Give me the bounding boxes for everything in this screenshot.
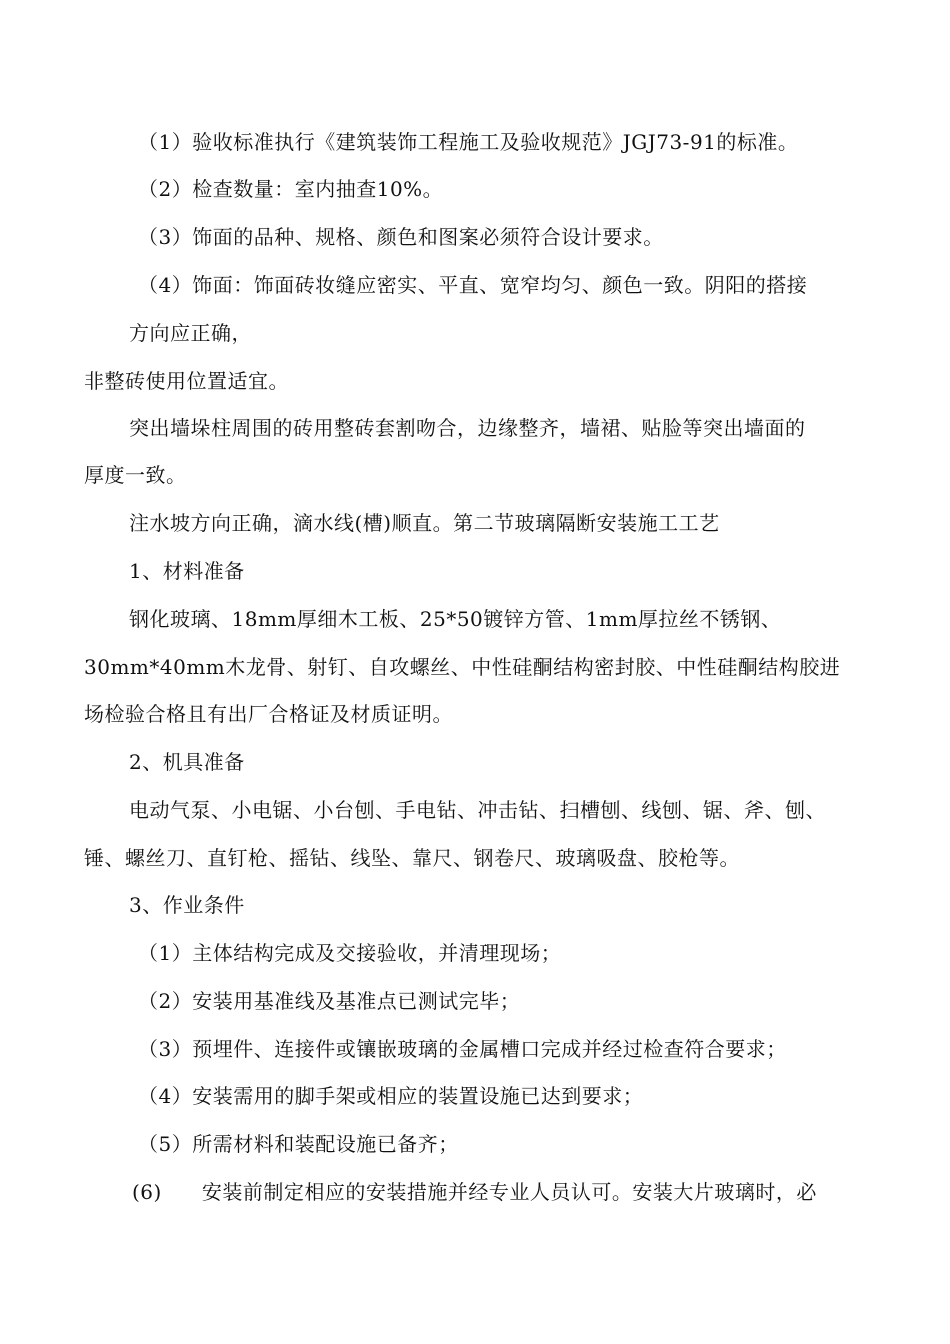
paragraph-line: 电动气泵、小电锯、小台刨、手电钻、冲击钻、扫槽刨、线刨、锯、斧、刨、: [129, 798, 826, 822]
paragraph-line: （5）所需材料和装配设施已备齐；: [138, 1132, 459, 1156]
paragraph-line-last: [132, 1177, 817, 1207]
paragraph-line: （4）安装需用的脚手架或相应的装置设施已达到要求；: [138, 1084, 644, 1108]
item-text: 安装前制定相应的安装措施并经专业人员认可。安装大片玻璃时，必: [201, 1180, 817, 1204]
paragraph-line: 方向应正确，: [129, 321, 252, 345]
paragraph-line: （3）饰面的品种、规格、颜色和图案必须符合设计要求。: [138, 225, 664, 249]
paragraph-line: （1）验收标准执行《建筑装饰工程施工及验收规范》JGJ73-91的标准。: [138, 130, 799, 154]
paragraph-line: 注水坡方向正确，滴水线(槽)顺直。第二节玻璃隔断安装施工工艺: [129, 511, 720, 535]
item-number: (6): [132, 1180, 162, 1204]
paragraph-line: 场检验合格且有出厂合格证及材质证明。: [84, 702, 453, 726]
paragraph-line: 30mm*40mm木龙骨、射钉、自攻螺丝、中性硅酮结构密封胶、中性硅酮结构胶进: [84, 655, 841, 679]
paragraph-line: 非整砖使用位置适宜。: [84, 369, 289, 393]
paragraph-line: 突出墙垛柱周围的砖用整砖套割吻合，边缘整齐，墙裙、贴脸等突出墙面的: [129, 416, 806, 440]
paragraph-line: （1）主体结构完成及交接验收，并清理现场；: [138, 941, 562, 965]
paragraph-line: （4）饰面：饰面砖妆缝应密实、平直、宽窄均匀、颜色一致。阴阳的搭接: [138, 273, 808, 297]
paragraph-line: （3）预埋件、连接件或镶嵌玻璃的金属槽口完成并经过检查符合要求；: [138, 1037, 787, 1061]
paragraph-line: （2）安装用基准线及基准点已测试完毕；: [138, 989, 521, 1013]
section-heading: 2、机具准备: [129, 750, 245, 774]
section-heading: 3、作业条件: [129, 893, 245, 917]
paragraph-line: 钢化玻璃、18mm厚细木工板、25*50镀锌方管、1mm厚拉丝不锈钢、: [129, 607, 782, 631]
paragraph-line: 厚度一致。: [84, 463, 187, 487]
paragraph-line: 锤、螺丝刀、直钉枪、摇钻、线坠、靠尺、钢卷尺、玻璃吸盘、胶枪等。: [84, 846, 740, 870]
section-heading: 1、材料准备: [129, 559, 245, 583]
paragraph-line: （2）检查数量：室内抽查10%。: [138, 177, 444, 201]
